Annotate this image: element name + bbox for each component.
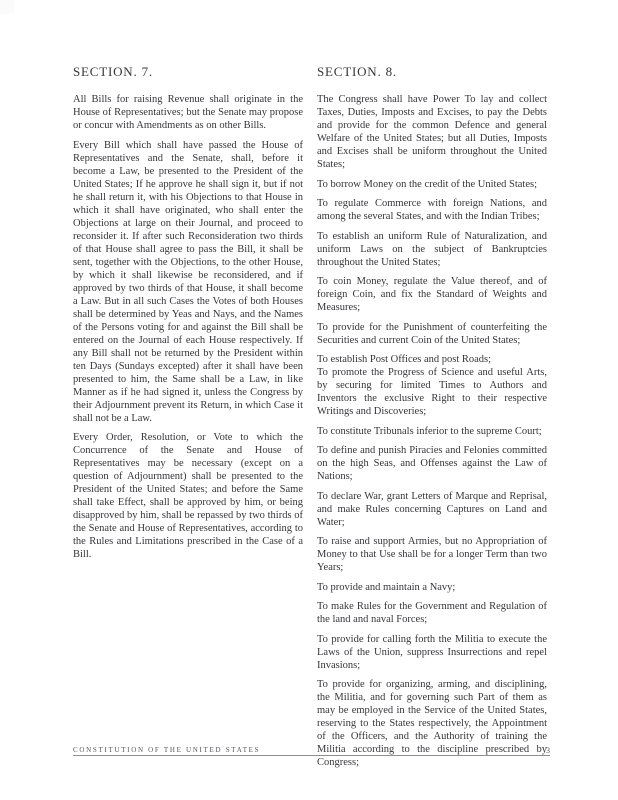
section-8-clause: To provide for the Punishment of counterfeiting the Securities and current Coin of the United States;: [317, 321, 547, 346]
section-8-clause: To provide and maintain a Navy;: [317, 581, 456, 593]
section-8-column: [317, 64, 547, 776]
section-7-paragraph: Every Bill which shall have passed the House of Representatives and the Senate, shall, before it become a Law, be presented to the President of the United States; If he approve he shall sign it, but if not he shall return it, with his Objections to that House in which it shall have originated, who shall enter the Objections at large on their Journal, and proceed to reconsider it. If after such Reconsideration two thirds of that House shall agree to pass the Bill, it shall be sent, together with the Objections, to the other House, by which it shall likewise be reconsidered, and if approved by two thirds of that House, it shall become a Law. But in all such Cases the Votes of both Houses shall be determined by Yeas and Nays, and the Names of the Persons voting for and against the Bill shall be entered on the Journal of each House respectively. If any Bill shall not be returned by the President within ten Days (Sundays excepted) after it shall have been presented to him, the Same shall be a Law, in like Manner as if he had signed it, unless the Congress by their Adjournment prevent its Return, in which Case it shall not be a Law.: [73, 139, 303, 424]
section-7-column: [73, 64, 303, 776]
section-7-paragraph: All Bills for raising Revenue shall originate in the House of Representatives; but the Senate may propose or concur with Amendments as on other Bills.: [73, 94, 303, 131]
section-8-clause: To establish an uniform Rule of Naturalization, and uniform Laws on the subject of Bankruptcies throughout the United States;: [317, 230, 547, 268]
page-number: 3: [546, 746, 550, 755]
section-7-paragraph: Every Order, Resolution, or Vote to which the Concurrence of the Senate and House of Representatives may be necessary (except on a question of Adjournment) shall be presented to the President of the United States; and before the Same shall take Effect, shall be approved by him, or being disapproved by him, shall be repassed by two thirds of the Senate and House of Representatives, according to the Rules and Limitations prescribed in the Case of a Bill.: [73, 432, 303, 560]
running-footer: [73, 745, 550, 756]
section-8-clause: To borrow Money on the credit of the United States;: [317, 178, 538, 190]
section-8-clause: The Congress shall have Power To lay and collect Taxes, Duties, Imposts and Excises, to pay the Debts and provide for the common Defence and general Welfare of the United States; but all Duties, Imposts and Excises shall be uniform throughout the United States;: [317, 94, 547, 170]
section-8-heading: SECTION. 8.: [317, 64, 397, 79]
section-8-clause: To make Rules for the Government and Regulation of the land and naval Forces;: [317, 601, 547, 625]
section-8-clause: To provide for calling forth the Militia to execute the Laws of the Union, suppress Insurrections and repel Invasions;: [317, 633, 547, 671]
section-8-clause: To regulate Commerce with foreign Nations, and among the several States, and with the Indian Tribes;: [317, 198, 547, 222]
section-8-clause: To provide for organizing, arming, and disciplining, the Militia, and for governing such Part of them as may be employed in the Service of the United States, reserving to the States respectively, the Appointment of the Officers, and the Authority of training the Militia according to the discipline prescribed by Congress;: [317, 679, 547, 768]
section-8-clause: To declare War, grant Letters of Marque and Reprisal, and make Rules concerning Captures on Land and Water;: [317, 490, 547, 528]
section-8-clause: To promote the Progress of Science and useful Arts, by securing for limited Times to Authors and Inventors the exclusive Right to their respective Writings and Discoveries;: [317, 367, 547, 417]
section-8-clause: To raise and support Armies, but no Appropriation of Money to that Use shall be for a longer Term than two Years;: [317, 536, 547, 573]
footer-book-title: CONSTITUTION OF THE UNITED STATES: [73, 746, 261, 754]
scan-corner-artifact: [0, 0, 14, 14]
section-8-clause: To establish Post Offices and post Roads;: [317, 354, 492, 365]
section-8-clause: To define and punish Piracies and Felonies committed on the high Seas, and Offenses against the Law of Nations;: [317, 445, 547, 482]
two-column-text-block: [73, 64, 547, 776]
section-8-clause: To constitute Tribunals inferior to the supreme Court;: [317, 425, 542, 437]
section-8-clause: To coin Money, regulate the Value thereof, and of foreign Coin, and fix the Standard of Weights and Measures;: [317, 276, 547, 313]
section-7-heading: SECTION. 7.: [73, 64, 153, 79]
